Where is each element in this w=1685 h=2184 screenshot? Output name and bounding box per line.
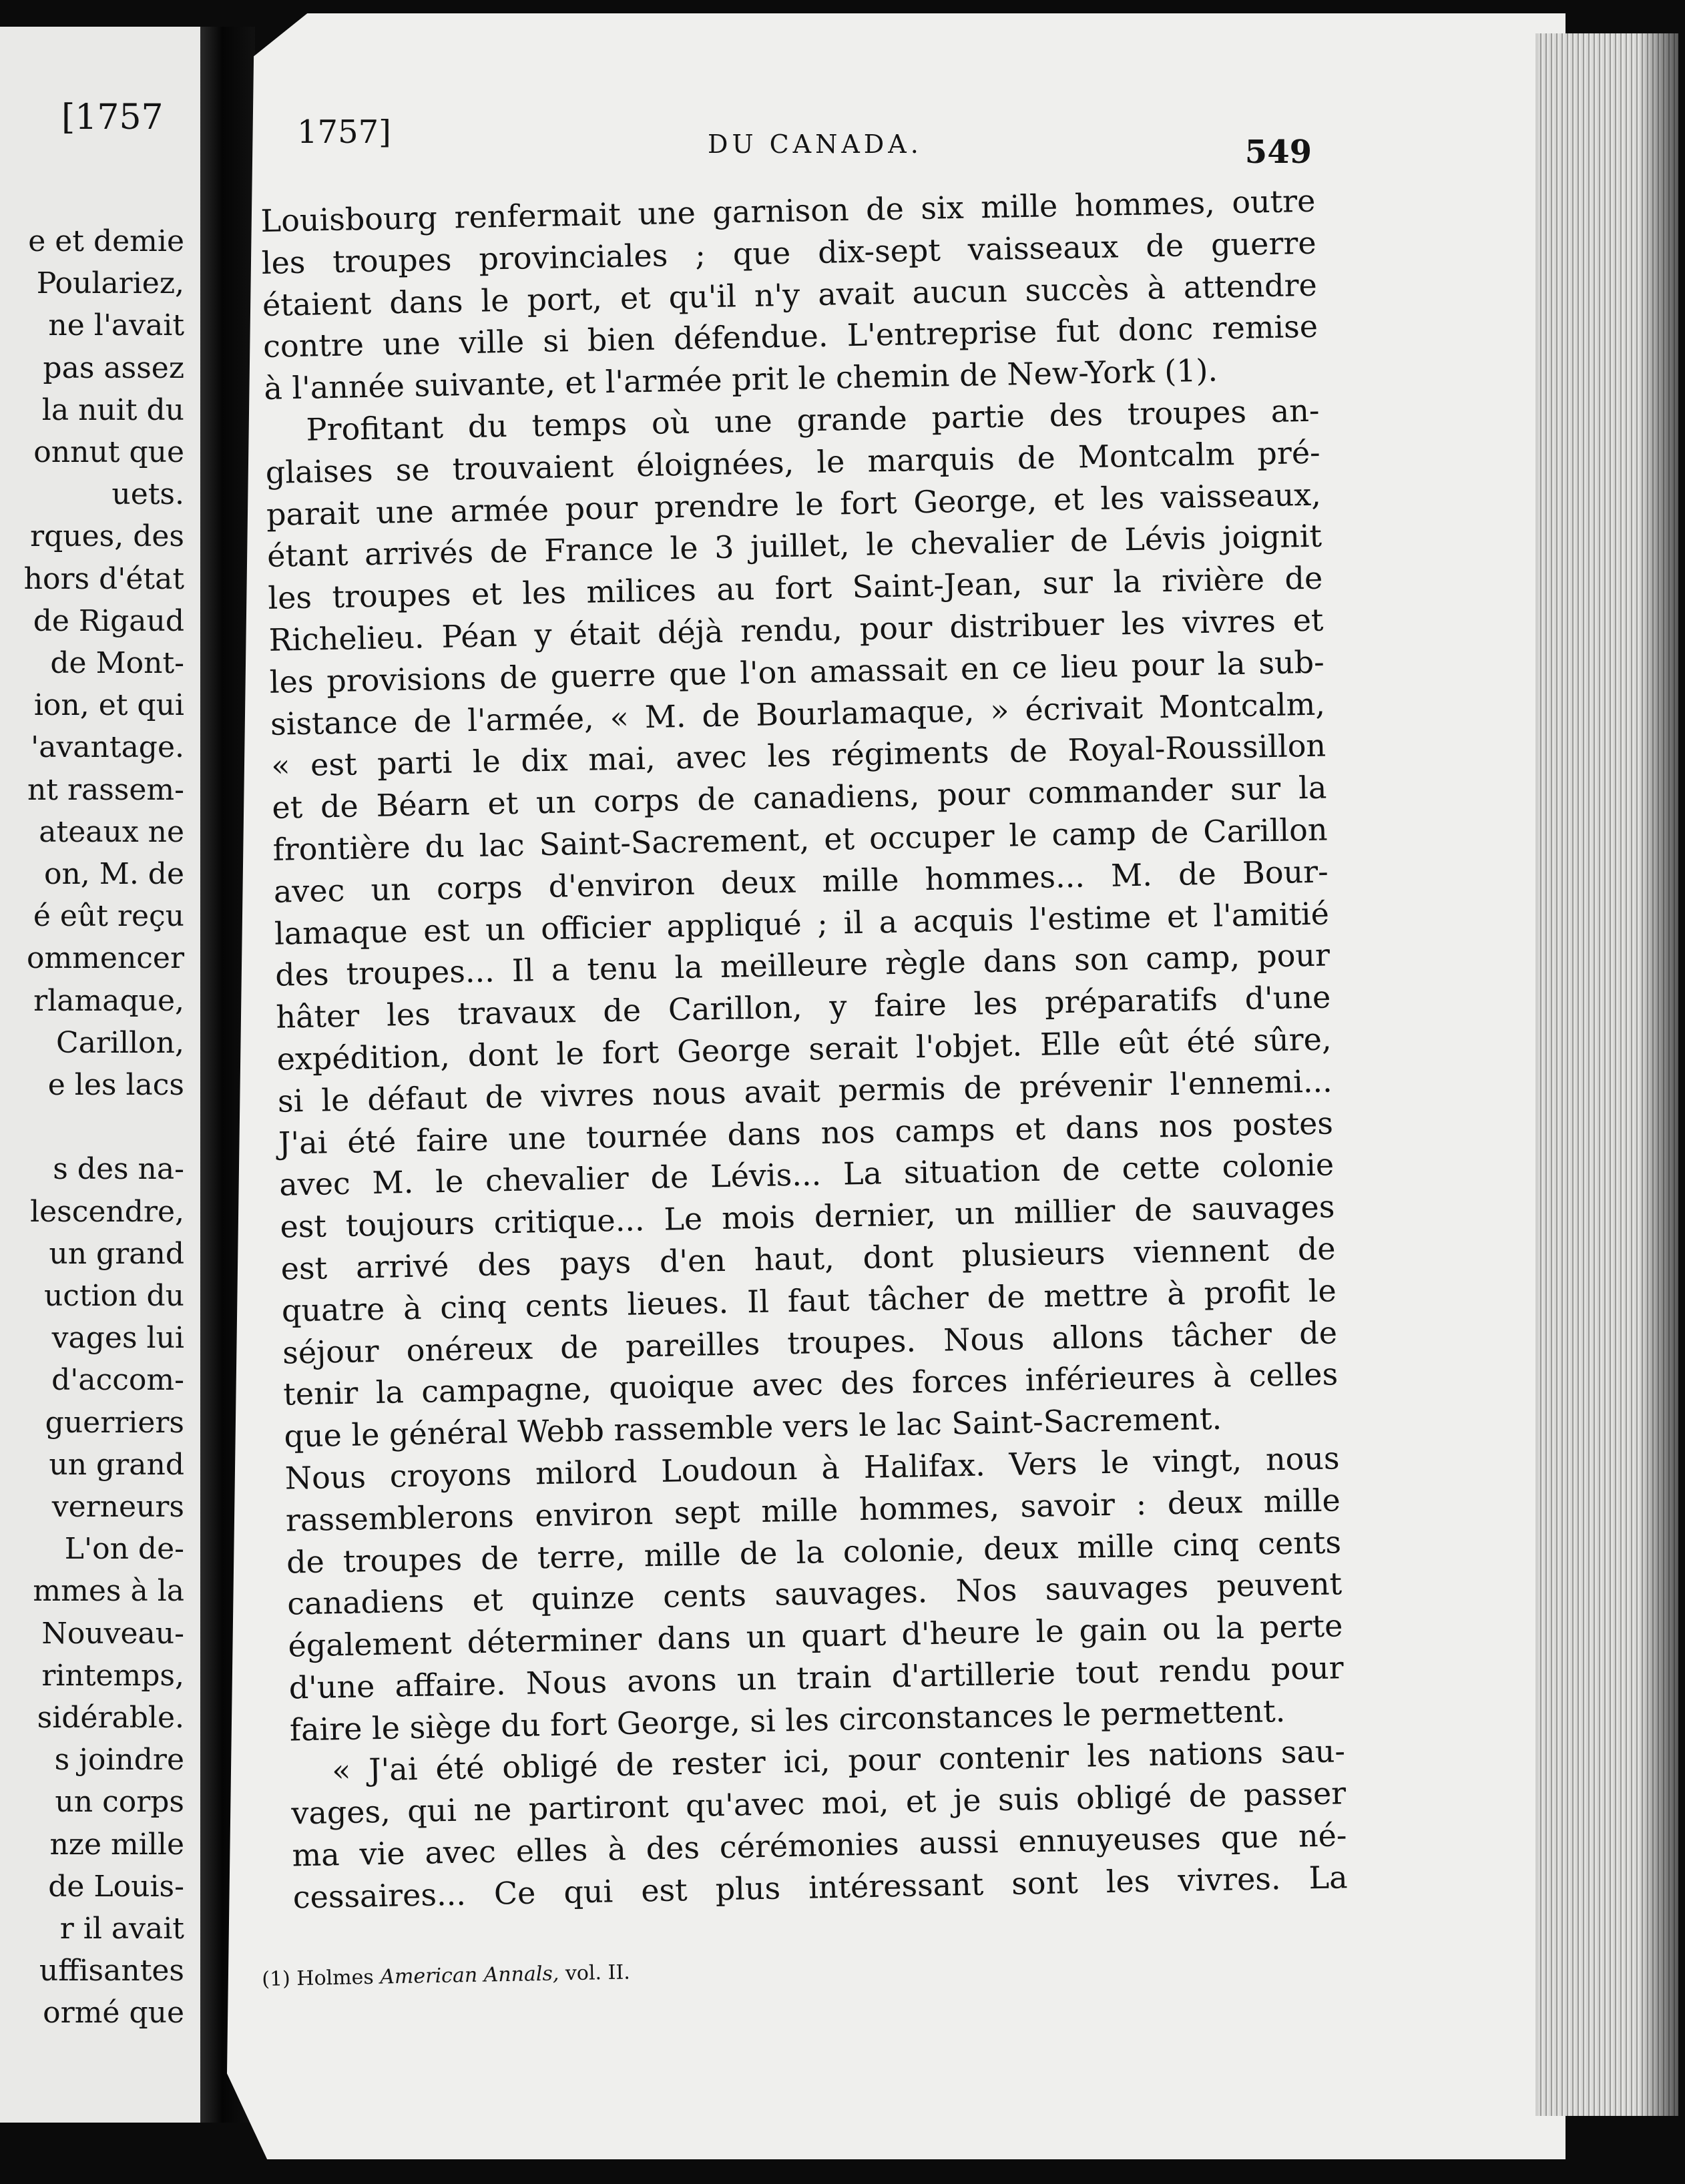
page-header	[297, 113, 1312, 171]
text-line: également déterminer dans un quart d'heure le gain ou la perte	[288, 1607, 1343, 1664]
left-text-line: ion, et qui	[33, 688, 184, 723]
left-text-line: Poulariez,	[36, 266, 184, 301]
text-line: contre une ville si bien défendue. L'entreprise fut donc remise	[262, 308, 1318, 365]
left-text-line: 'avantage.	[31, 730, 184, 765]
left-text-line: nt rassem-	[27, 772, 184, 807]
left-text-line: on, M. de	[43, 857, 184, 891]
body-text	[260, 180, 1348, 1919]
left-text-line: sidérable.	[37, 1701, 184, 1735]
left-text-line: un corps	[55, 1785, 184, 1820]
text-line: les troupes et les milices au fort Saint-Jean, sur la rivière de	[267, 559, 1323, 617]
footnote-author: Holmes	[296, 1965, 375, 1990]
text-line: si le défaut de vivres nous avait permis de prévenir l'ennemi...	[277, 1063, 1333, 1119]
left-page	[0, 27, 200, 2123]
left-text-line: Nouveau-	[41, 1616, 184, 1651]
left-text-line: e les lacs	[47, 1068, 184, 1102]
text-line: à l'année suivante, et l'armée prit le chemin de New-York (1).	[263, 352, 1218, 407]
left-text-line: uction du	[43, 1279, 184, 1313]
left-text-line: un grand	[49, 1236, 184, 1271]
text-line: Louisbourg renfermait une garnison de six mille hommes, outre	[260, 182, 1316, 239]
left-text-line: un grand	[49, 1447, 184, 1482]
text-line: glaises se trouvaient éloignées, le marquis de Montcalm pré-	[265, 434, 1321, 491]
left-text-line: ateaux ne	[39, 814, 184, 849]
left-text-line: ommencer	[26, 941, 184, 976]
text-line: hâter les travaux de Carillon, y faire les préparatifs d'une	[275, 979, 1331, 1035]
left-text-line: guerriers	[45, 1405, 184, 1440]
text-line: étant arrivés de France le 3 juillet, le chevalier de Lévis joignit	[266, 517, 1322, 575]
text-line: lamaque est un officier appliqué ; il a acquis l'estime et l'amitié	[274, 895, 1330, 952]
left-text-line: rlamaque,	[33, 983, 184, 1018]
text-line: rassemblerons environ sept mille hommes, savoir : deux mille	[285, 1482, 1341, 1539]
text-line: est toujours critique... Le mois dernier, un millier de sauvages	[280, 1188, 1335, 1245]
text-line: les troupes provinciales ; que dix-sept vaisseaux de guerre	[261, 224, 1317, 281]
text-line: Richelieu. Péan y était déjà rendu, pour distribuer les vivres et	[268, 601, 1324, 658]
text-line: des troupes... Il a tenu la meilleure règle dans son camp, pour	[274, 936, 1331, 994]
left-text-line: uets.	[111, 477, 184, 512]
left-text-line: d'accom-	[51, 1363, 184, 1398]
text-line: expédition, dont le fort George serait l'objet. Elle eût été sûre,	[276, 1021, 1332, 1077]
left-text-line: vages lui	[51, 1321, 184, 1356]
header-title: DU CANADA.	[708, 129, 923, 159]
text-line: d'une affaire. Nous avons un train d'artillerie tout rendu pour	[288, 1649, 1345, 1706]
text-line: vages, qui ne partiront qu'avec moi, et je suis obligé de passer	[290, 1775, 1347, 1832]
text-line: avec M. le chevalier de Lévis... La situation de cette colonie	[278, 1146, 1335, 1203]
left-text-line: lescendre,	[30, 1194, 184, 1229]
text-line: les provisions de guerre que l'on amassait en ce lieu pour la sub-	[269, 643, 1325, 700]
text-line: sistance de l'armée, « M. de Bourlamaque, » écrivait Montcalm,	[270, 686, 1326, 742]
text-line: étaient dans le port, et qu'il n'y avait aucun succès à attendre	[262, 266, 1318, 323]
text-line: « J'ai été obligé de rester ici, pour contenir les nations sau-	[331, 1733, 1346, 1789]
left-text-line: s des na-	[53, 1152, 184, 1187]
left-text-line: rques, des	[30, 519, 184, 554]
left-text-line: nze mille	[49, 1827, 184, 1862]
text-line: et de Béarn et un corps de canadiens, pour commander sur la	[271, 769, 1327, 826]
left-text-line: ne l'avait	[48, 308, 184, 343]
left-text-line: hors d'état	[23, 561, 184, 596]
left-text-line: uffisantes	[39, 1954, 184, 1988]
text-line: de troupes de terre, mille de la colonie, deux mille cinq cents	[286, 1523, 1342, 1581]
text-line: quatre à cinq cents lieues. Il faut tâcher de mettre à profit le	[281, 1272, 1337, 1329]
header-year: 1757]	[297, 113, 391, 151]
text-line: que le général Webb rassemble vers le lac Saint-Sacrement.	[284, 1400, 1222, 1454]
left-text-line: verneurs	[51, 1490, 184, 1524]
text-line: est arrivé des pays d'en haut, dont plusieurs viennent de	[280, 1230, 1336, 1287]
left-text-line: Carillon,	[56, 1025, 184, 1060]
left-text-line: pas assez	[43, 350, 184, 385]
text-line: frontière du lac Saint-Sacrement, et occuper le camp de Carillon	[272, 811, 1328, 868]
left-text-line: ormé que	[43, 1996, 184, 2030]
left-running-head: [1757	[61, 97, 164, 138]
text-line: canadiens et quinze cents sauvages. Nos sauvages peuvent	[286, 1565, 1343, 1622]
text-line: avec un corps d'environ deux mille hommes... M. de Bour-	[273, 853, 1329, 910]
text-line: J'ai été faire une tournée dans nos camps et dans nos postes	[278, 1104, 1334, 1161]
footnote-work: American Annals,	[379, 1962, 559, 1989]
text-line: ma vie avec elles à des cérémonies aussi ennuyeuses que né-	[292, 1817, 1347, 1874]
left-text-line: L'on de-	[64, 1532, 184, 1567]
footnote-marker: (1)	[262, 1967, 291, 1991]
left-text-line: mmes à la	[33, 1574, 184, 1609]
text-line: Nous croyons milord Loudoun à Halifax. Vers le vingt, nous	[284, 1440, 1340, 1496]
left-text-line: de Louis-	[48, 1869, 184, 1904]
left-text-line: de Mont-	[50, 646, 184, 680]
left-text-line: é eût reçu	[33, 899, 184, 934]
text-line: séjour onéreux de pareilles troupes. Nous allons tâcher de	[282, 1314, 1338, 1371]
left-text-line: de Rigaud	[33, 603, 184, 638]
text-line: cessaires... Ce qui est plus intéressant sont les vivres. La	[292, 1859, 1349, 1916]
text-line: tenir la campagne, quoique avec des forces inférieures à celles	[282, 1356, 1339, 1412]
text-line: Profitant du temps où une grande partie des troupes an-	[306, 392, 1320, 448]
footnote-volume: vol. II.	[565, 1960, 631, 1986]
left-text-line: rintemps,	[41, 1658, 184, 1693]
page-edges	[1535, 33, 1678, 2116]
left-text-line: la nuit du	[41, 392, 184, 427]
left-text-line: onnut que	[33, 435, 184, 469]
left-text-line: s joindre	[54, 1743, 184, 1778]
text-line: faire le siège du fort George, si les circonstances le permettent.	[289, 1692, 1286, 1748]
left-text-line: r il avait	[59, 1912, 184, 1946]
page-number: 549	[1244, 133, 1312, 171]
text-line: parait une armée pour prendre le fort George, et les vaisseaux,	[266, 476, 1322, 533]
left-text-line: e et demie	[28, 224, 184, 258]
text-line: « est parti le dix mai, avec les régiments de Royal-Roussillon	[270, 727, 1327, 784]
